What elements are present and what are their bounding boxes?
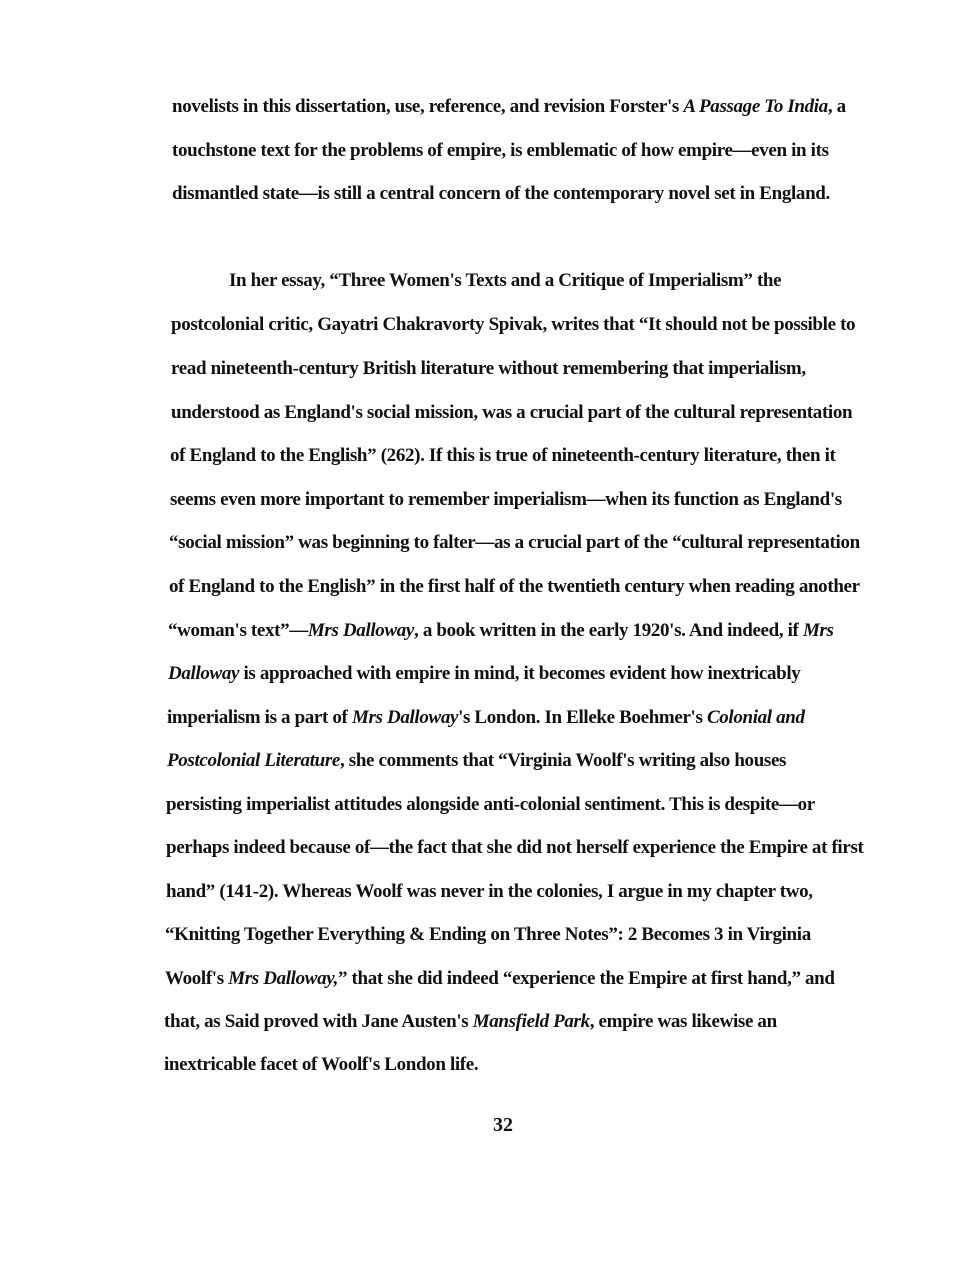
text-line: Postcolonial Literature, she comments that “Virginia Woolf's writing also houses — [167, 750, 787, 771]
text-line: touchstone text for the problems of empire, is emblematic of how empire—even in its — [172, 140, 829, 161]
text-line: perhaps indeed because of—the fact that she did not herself experience the Empire at first — [166, 837, 864, 858]
text-line: “social mission” was beginning to falter—as a crucial part of the “cultural representation — [169, 532, 860, 553]
text-line: of England to the English” in the first half of the twentieth century when reading another — [169, 576, 860, 597]
text-line: dismantled state—is still a central concern of the contemporary novel set in England. — [172, 183, 830, 204]
text-line: Woolf's Mrs Dalloway,” that she did indeed “experience the Empire at first hand,” and — [165, 968, 835, 989]
text-line: read nineteenth-century British literature without remembering that imperialism, — [171, 358, 806, 379]
text-line: understood as England's social mission, was a crucial part of the cultural representation — [171, 402, 853, 423]
text-line: postcolonial critic, Gayatri Chakravorty Spivak, writes that “It should not be possible to — [171, 314, 856, 335]
text-line: seems even more important to remember imperialism—when its function as England's — [170, 489, 842, 510]
text-line: In her essay, “Three Women's Texts and a Critique of Imperialism” the — [229, 270, 782, 291]
text-line: imperialism is a part of Mrs Dalloway's London. In Elleke Boehmer's Colonial and — [167, 707, 805, 728]
text-line: inextricable facet of Woolf's London life. — [164, 1054, 479, 1075]
text-line: that, as Said proved with Jane Austen's Mansfield Park, empire was likewise an — [164, 1011, 777, 1032]
page-number: 32 — [493, 1114, 513, 1136]
text-line: “Knitting Together Everything & Ending on Three Notes”: 2 Becomes 3 in Virginia — [165, 924, 811, 945]
text-line: “woman's text”—Mrs Dalloway, a book written in the early 1920's. And indeed, if Mrs — [168, 620, 834, 641]
text-line: hand” (141-2). Whereas Woolf was never in the colonies, I argue in my chapter two, — [166, 881, 813, 902]
text-line: persisting imperialist attitudes alongside anti-colonial sentiment. This is despite—or — [166, 794, 815, 815]
text-line: of England to the English” (262). If this is true of nineteenth-century literature, then it — [170, 445, 836, 466]
text-line: Dalloway is approached with empire in mind, it becomes evident how inextricably — [168, 663, 801, 684]
text-line: novelists in this dissertation, use, reference, and revision Forster's A Passage To India, a — [172, 96, 846, 117]
